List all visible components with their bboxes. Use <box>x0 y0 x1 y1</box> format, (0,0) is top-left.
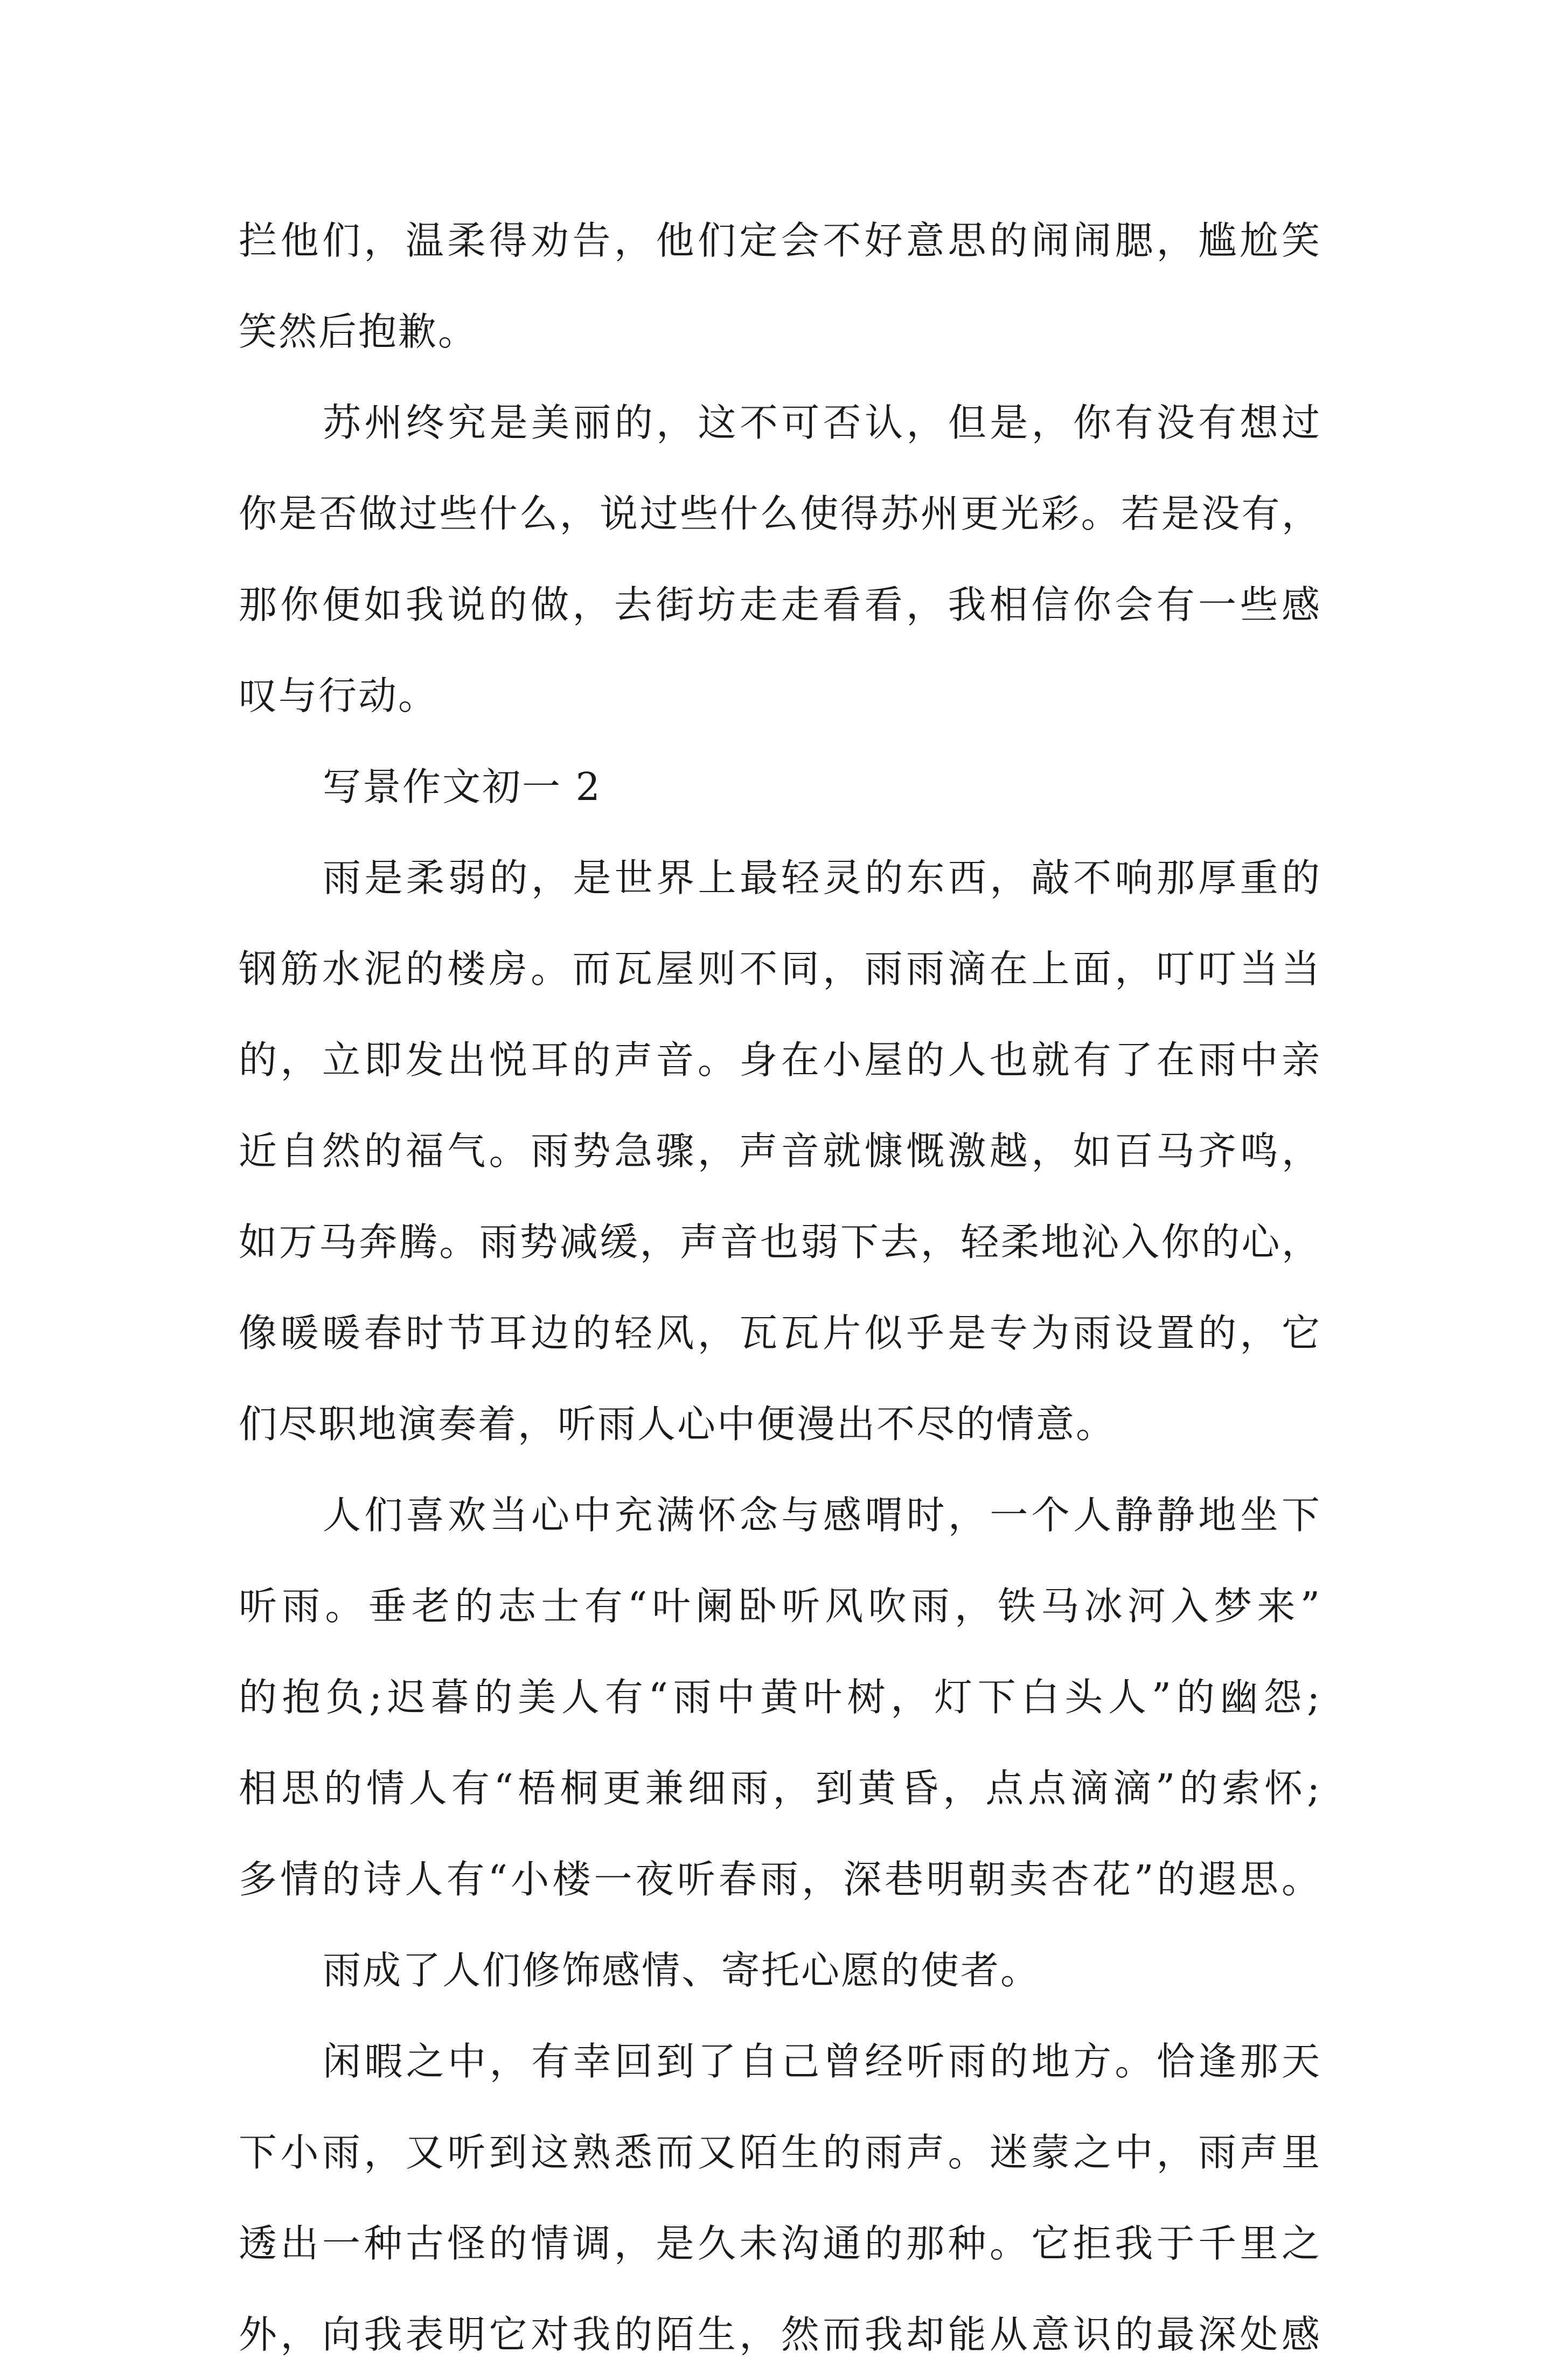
text-line: 你是否做过些什么，说过些什么使得苏州更光彩。若是没有， <box>239 491 1321 536</box>
text-line: 苏州终究是美丽的，这不可否认，但是，你有没有想过 <box>323 400 1321 445</box>
text-line: 透出一种古怪的情调，是久未沟通的那种。它拒我于千里之 <box>239 2221 1321 2266</box>
text-line: 钢筋水泥的楼房。而瓦屋则不同，雨雨滴在上面，叮叮当当 <box>239 947 1321 991</box>
text-line: 人们喜欢当心中充满怀念与感喟时，一个人静静地坐下 <box>323 1493 1321 1537</box>
text-line: 像暖暖春时节耳边的轻风，瓦瓦片似乎是专为雨设置的，它 <box>239 1311 1321 1355</box>
text-line: 叹与行动。 <box>239 673 439 718</box>
text-line: 的抱负;迟暮的美人有“雨中黄叶树，灯下白头人”的幽怨; <box>239 1675 1321 1720</box>
text-line: 外，向我表明它对我的陌生，然而我却能从意识的最深处感 <box>239 2312 1321 2357</box>
text-line: 那你便如我说的做，去街坊走走看看，我相信你会有一些感 <box>239 582 1321 627</box>
text-line: 下小雨，又听到这熟悉而又陌生的雨声。迷蒙之中，雨声里 <box>239 2130 1321 2175</box>
text-line: 雨是柔弱的，是世界上最轻灵的东西，敲不响那厚重的 <box>323 855 1321 900</box>
text-line: 听雨。垂老的志士有“叶阑卧听风吹雨，铁马冰河入梦来” <box>239 1584 1321 1629</box>
text-line: 拦他们，温柔得劝告，他们定会不好意思的闹闹腮，尴尬笑 <box>239 218 1321 263</box>
text-line: 雨成了人们修饰感情、寄托心愿的使者。 <box>323 1948 1041 1993</box>
text-line: 多情的诗人有“小楼一夜听春雨，深巷明朝卖杏花”的遐思。 <box>239 1857 1321 1902</box>
text-line: 闲暇之中，有幸回到了自己曾经听雨的地方。恰逢那天 <box>323 2039 1321 2084</box>
body-text <box>239 195 1321 2380</box>
text-line: 写景作文初一 2 <box>323 764 602 809</box>
text-line: 近自然的福气。雨势急骤，声音就慷慨激越，如百马齐鸣， <box>239 1129 1321 1173</box>
text-line: 的，立即发出悦耳的声音。身在小屋的人也就有了在雨中亲 <box>239 1038 1321 1082</box>
text-line: 笑然后抱歉。 <box>239 309 478 354</box>
text-line: 如万马奔腾。雨势减缓，声音也弱下去，轻柔地沁入你的心， <box>239 1220 1321 1264</box>
text-line: 们尽职地演奏着，听雨人心中便漫出不尽的情意。 <box>239 1402 1116 1446</box>
text-line: 相思的情人有“梧桐更兼细雨，到黄昏，点点滴滴”的索怀; <box>239 1766 1321 1811</box>
